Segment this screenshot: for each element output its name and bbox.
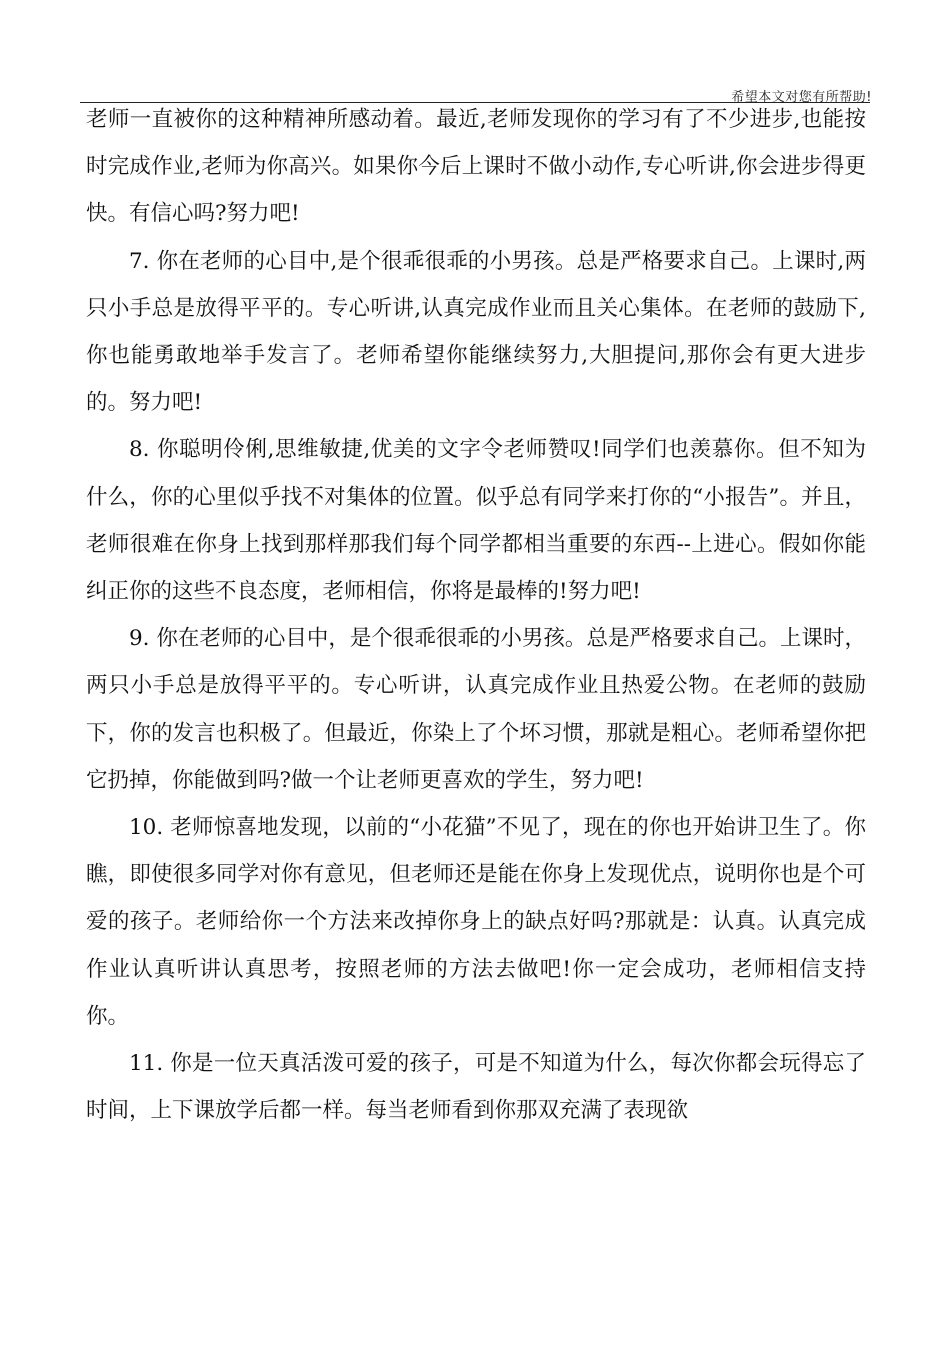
paragraph-item-11: 11. 你是一位天真活泼可爱的孩子，可是不知道为什么，每次你都会玩得忘了时间，上下课放学后都一样。每当老师看到你那双充满了表现欲 — [86, 1051, 866, 1124]
document-body — [86, 96, 866, 1134]
paragraph-item-7: 7. 你在老师的心目中,是个很乖很乖的小男孩。总是严格要求自己。上课时,两只小手总是放得平平的。专心听讲,认真完成作业而且关心集体。在老师的鼓励下,你也能勇敢地举手发言了。老师希望你能继续努力,大胆提问,那你会有更大进步的。努力吧! — [86, 248, 866, 416]
header-note: 希望本文对您有所帮助! — [731, 90, 872, 105]
paragraph-continuation: 老师一直被你的这种精神所感动着。最近,老师发现你的学习有了不少进步,也能按时完成作业,老师为你高兴。如果你今后上课时不做小动作,专心听讲,你会进步得更快。有信心吗?努力吧! — [86, 107, 866, 227]
paragraph-item-9: 9. 你在老师的心目中，是个很乖很乖的小男孩。总是严格要求自己。上课时，两只小手总是放得平平的。专心听讲，认真完成作业且热爱公物。在老师的鼓励下，你的发言也积极了。但最近，你染上了个坏习惯，那就是粗心。老师希望你把它扔掉，你能做到吗?做一个让老师更喜欢的学生，努力吧! — [86, 626, 866, 793]
paragraph-item-8: 8. 你聪明伶俐,思维敏捷,优美的文字令老师赞叹!同学们也羡慕你。但不知为什么，你的心里似乎找不对集体的位置。似乎总有同学来打你的“小报告”。并且，老师很难在你身上找到那样那我们每个同学都相当重要的东西--上进心。假如你能纠正你的这些不良态度，老师相信，你将是最棒的!努力吧! — [86, 437, 866, 605]
paragraph-item-10: 10. 老师惊喜地发现，以前的“小花猫”不见了，现在的你也开始讲卫生了。你瞧，即使很多同学对你有意见，但老师还是能在你身上发现优点，说明你也是个可爱的孩子。老师给你一个方法来改掉你身上的缺点好吗?那就是：认真。认真完成作业认真听讲认真思考，按照老师的方法去做吧!你一定会成功，老师相信支持你。 — [86, 815, 866, 1029]
